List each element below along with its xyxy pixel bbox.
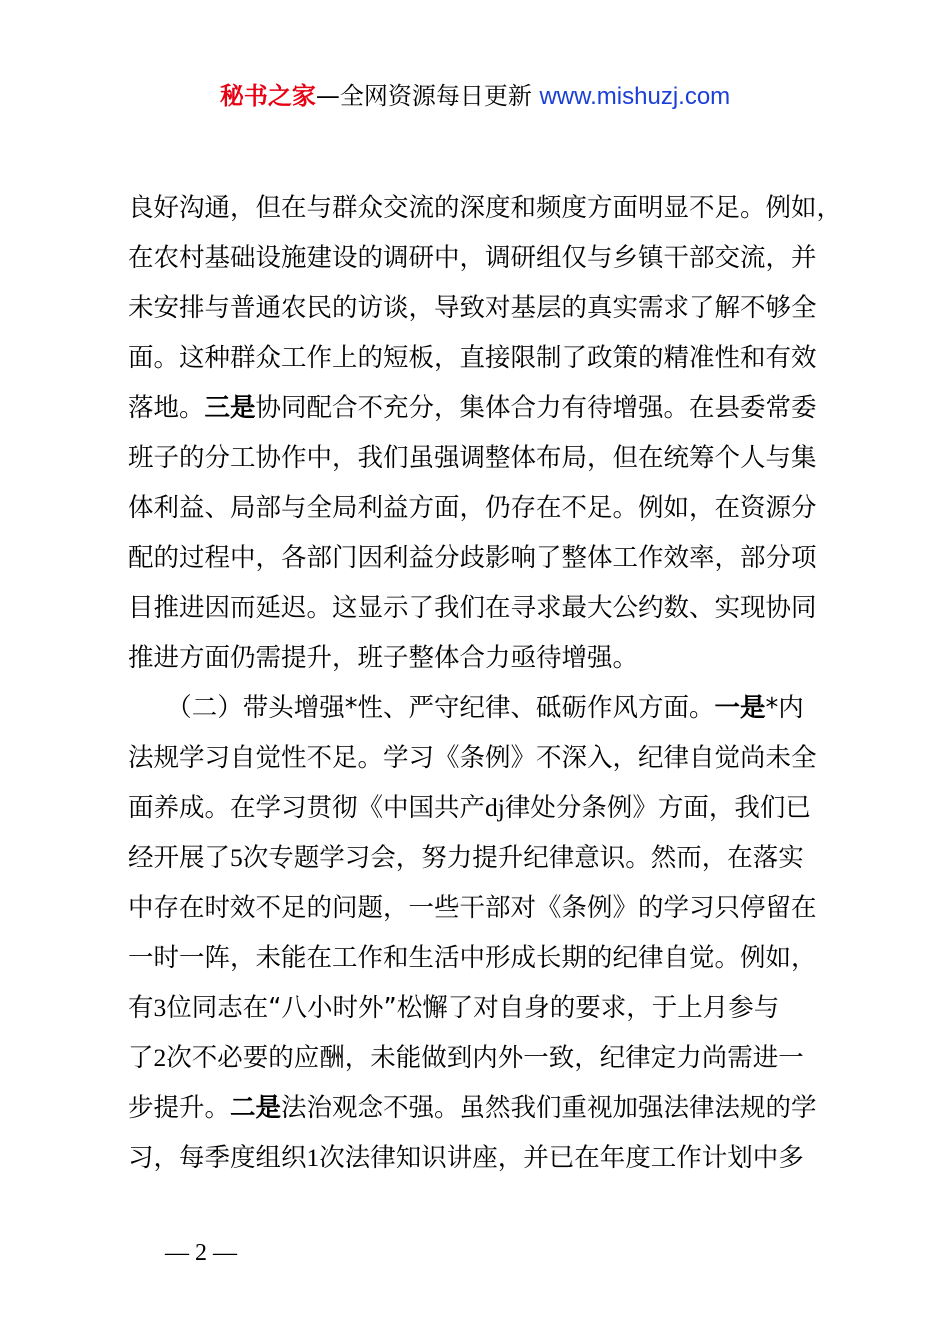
header-tagline: —全网资源每日更新 — [315, 82, 532, 110]
text-line: 法规学习自觉性不足。学习《条例》不深入，纪律自觉尚未全 — [128, 743, 817, 773]
text-line: 习，每季度组织1次法律知识讲座，并已在年度工作计划中多 — [128, 1143, 804, 1173]
text-line: 面。这种群众工作上的短板，直接限制了政策的精准性和有效 — [128, 343, 817, 373]
text-line: 步提升。二是法治观念不强。虽然我们重视加强法律法规的学 — [128, 1093, 817, 1123]
text-line: 班子的分工协作中，我们虽强调整体布局，但在统筹个人与集 — [128, 443, 817, 473]
text-line: 经开展了5次专题学习会，努力提升纪律意识。然而，在落实 — [128, 843, 804, 873]
text-line: 体利益、局部与全局利益方面，仍存在不足。例如，在资源分 — [128, 493, 817, 523]
bold-marker: 二是 — [230, 1093, 282, 1123]
bold-marker: 一是 — [714, 693, 766, 723]
brand-name: 秘书之家 — [219, 82, 316, 110]
text-line: 目推进因而延迟。这显示了我们在寻求最大公约数、实现协同 — [128, 593, 817, 623]
site-url[interactable]: www.mishuzj.com — [539, 83, 731, 110]
text-line: 一时一阵，未能在工作和生活中形成长期的纪律自觉。例如， — [128, 943, 817, 973]
document-body — [128, 183, 843, 1183]
text-line: 推进方面仍需提升，班子整体合力亟待增强。 — [128, 643, 639, 673]
bold-marker: 三是 — [204, 393, 256, 423]
text-line: 中存在时效不足的问题，一些干部对《条例》的学习只停留在 — [128, 893, 817, 923]
text-line: 未安排与普通农民的访谈，导致对基层的真实需求了解不够全 — [128, 293, 817, 323]
text-line: 面养成。在学习贯彻《中国共产dj律处分条例》方面，我们已 — [128, 793, 811, 823]
text-line: 良好沟通，但在与群众交流的深度和频度方面明显不足。例如， — [128, 193, 843, 223]
text-line: 有3位同志在“八小时外”松懈了对自身的要求，于上月参与 — [128, 993, 780, 1023]
section-heading-line: （二）带头增强*性、严守纪律、砥砺作风方面。一是*内 — [128, 693, 804, 723]
page-number: — 2 — — [165, 1240, 237, 1266]
text-line: 在农村基础设施建设的调研中，调研组仅与乡镇干部交流，并 — [128, 243, 817, 273]
text-line: 了2次不必要的应酬，未能做到内外一致，纪律定力尚需进一 — [128, 1043, 804, 1073]
text-line: 配的过程中，各部门因利益分歧影响了整体工作效率，部分项 — [128, 543, 817, 573]
text-line: 落地。三是协同配合不充分，集体合力有待增强。在县委常委 — [128, 393, 817, 423]
site-header — [0, 80, 950, 113]
